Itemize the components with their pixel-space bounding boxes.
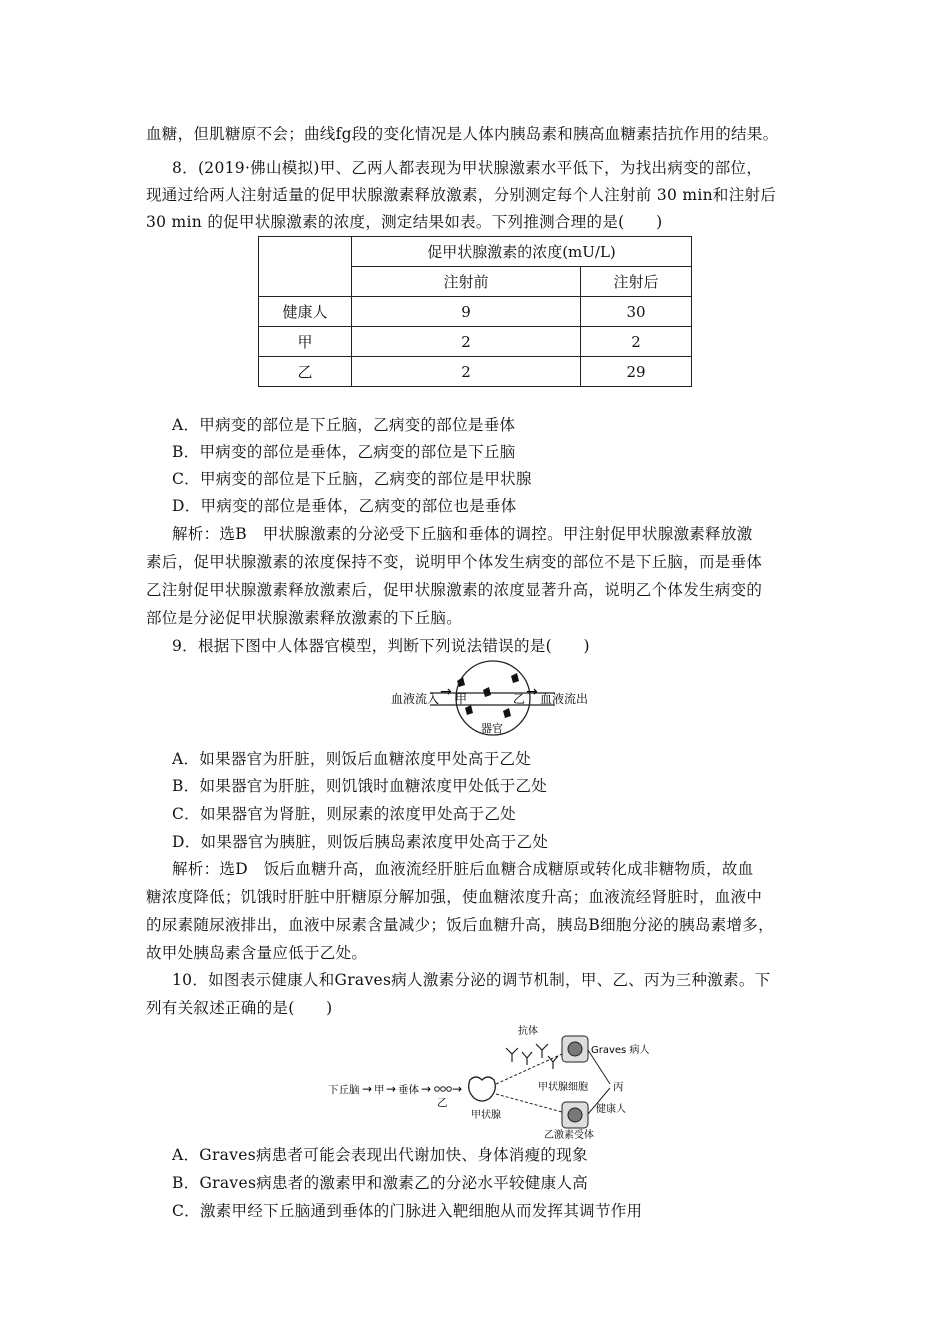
arrow-2: → [386,1082,397,1096]
intro-line: 血糖，但肌糖原不会；曲线fg段的变化情况是人体内胰岛素和胰高血糖素拮抗作用的结果。 [146,125,779,143]
q9-stem: 9．根据下图中人体器官模型，判断下列说法错误的是( ) [172,637,590,655]
row-after: 30 [581,297,692,327]
label-yi: 乙 [437,1097,448,1109]
table-row [259,327,692,357]
q8-analysis-line-2: 素后，促甲状腺激素的浓度保持不变，说明甲个体发生病变的部位不是下丘脑，而是垂体 [146,553,763,571]
arrow-in: → [440,684,452,700]
label-graves: Graves 病人 [591,1045,650,1056]
cell-marker [511,673,519,683]
q10-stem-line-1: 10．如图表示健康人和Graves病人激素分泌的调节机制，甲、乙、丙为三种激素。下 [172,971,771,989]
table-header-after: 注射后 [581,267,692,297]
label-thyroid: 甲状腺 [471,1110,501,1121]
healthy-cell-nucleus [568,1108,582,1122]
q8-option-c: C．甲病变的部位是下丘脑，乙病变的部位是甲状腺 [172,470,532,488]
table-row [259,357,692,387]
q8-analysis-line-4: 部位是分泌促甲状腺激素释放激素的下丘脑。 [146,609,463,627]
q8-stem-line-2: 现通过给两人注射适量的促甲状腺激素释放激素，分别测定每个人注射前 30 min和注射后 [146,186,777,204]
row-before: 9 [352,297,581,327]
label-thyroid-cell: 甲状腺细胞 [538,1082,588,1093]
arrow-3: → [421,1082,432,1096]
label-jia: 甲 [455,692,468,706]
label-yi: 乙 [513,692,526,706]
thyroid-icon [469,1077,496,1101]
row-name: 乙 [259,357,352,387]
label-organ: 器官 [481,722,503,735]
q10-option-a: A．Graves病患者可能会表现出代谢加快、身体消瘦的现象 [172,1146,588,1164]
q9-option-d: D．如果器官为胰脏，则饭后胰岛素浓度甲处高于乙处 [172,833,549,851]
q8-analysis-line-3: 乙注射促甲状腺激素释放激素后，促甲状腺激素的浓度显著升高，说明乙个体发生病变的 [146,581,763,599]
table-header-main: 促甲状腺激素的浓度(mU/L) [352,237,692,267]
organ-model-figure [385,660,600,740]
table-row [259,297,692,327]
q8-analysis-line-1: 解析：选B 甲状腺激素的分泌受下丘脑和垂体的调控。甲注射促甲状腺激素释放激 [172,525,753,543]
q8-option-d: D．甲病变的部位是垂体，乙病变的部位也是垂体 [172,497,517,515]
arrow-1: → [362,1082,373,1096]
label-bing: 丙 [613,1081,624,1093]
q10-stem-line-2: 列有关叙述正确的是( ) [146,999,333,1017]
row-name: 健康人 [259,297,352,327]
q9-analysis-line-1: 解析：选D 饭后血糖升高，血液流经肝脏后血糖合成糖原或转化成非糖物质，故血 [172,860,754,878]
q9-analysis-line-3: 的尿素随尿液排出，血液中尿素含量减少；饭后血糖升高，胰岛B细胞分泌的胰岛素增多， [146,916,774,934]
hormone-particles [435,1087,452,1092]
arrow-4: → [452,1082,463,1096]
q8-stem-line-1: 8．(2019·佛山模拟)甲、乙两人都表现为甲状腺激素水平低下，为找出病变的部位， [172,159,763,177]
graves-regulation-figure [326,1022,666,1140]
graves-cell-nucleus [568,1042,582,1056]
row-after: 2 [581,327,692,357]
row-before: 2 [352,327,581,357]
cell-marker [503,708,511,718]
q8-data-table [258,236,692,387]
q10-option-c: C．激素甲经下丘脑通到垂体的门脉进入靶细胞从而发挥其调节作用 [172,1202,643,1220]
q9-option-b: B．如果器官为肝脏，则饥饿时血糖浓度甲处低于乙处 [172,777,548,795]
label-jia: 甲 [374,1084,385,1096]
q9-analysis-line-4: 故甲处胰岛素含量应低于乙处。 [146,944,368,962]
table-corner-cell [259,237,352,297]
dashed-to-healthy [496,1094,562,1112]
cell-marker [465,705,473,715]
q8-stem-line-3: 30 min 的促甲状腺激素的浓度，测定结果如表。下列推测合理的是( ) [146,213,663,231]
arrow-out: → [526,684,538,700]
label-antibody: 抗体 [518,1026,538,1037]
q8-option-b: B．甲病变的部位是垂体，乙病变的部位是下丘脑 [172,443,516,461]
q9-analysis-line-2: 糖浓度降低；饥饿时肝脏中肝糖原分解加强，使血糖浓度升高；血液流经肾脏时，血液中 [146,888,763,906]
label-hypothalamus: 下丘脑 [328,1084,360,1096]
row-after: 29 [581,357,692,387]
label-pituitary: 垂体 [398,1084,419,1096]
label-healthy: 健康人 [596,1104,626,1115]
row-name: 甲 [259,327,352,357]
q9-option-a: A．如果器官为肝脏，则饭后血糖浓度甲处高于乙处 [172,750,532,768]
q10-option-b: B．Graves病患者的激素甲和激素乙的分泌水平较健康人高 [172,1174,589,1192]
dashed-to-graves [496,1054,562,1084]
label-blood-in: 血液流入 [391,692,440,706]
antibody-icons [506,1044,558,1069]
label-receptor: 乙激素受体 [544,1130,594,1140]
table-header-before: 注射前 [352,267,581,297]
q8-option-a: A．甲病变的部位是下丘脑，乙病变的部位是垂体 [172,416,516,434]
cell-marker [483,687,491,697]
label-blood-out: 血液流出 [540,692,589,706]
row-before: 2 [352,357,581,387]
q9-option-c: C．如果器官为肾脏，则尿素的浓度甲处高于乙处 [172,805,516,823]
